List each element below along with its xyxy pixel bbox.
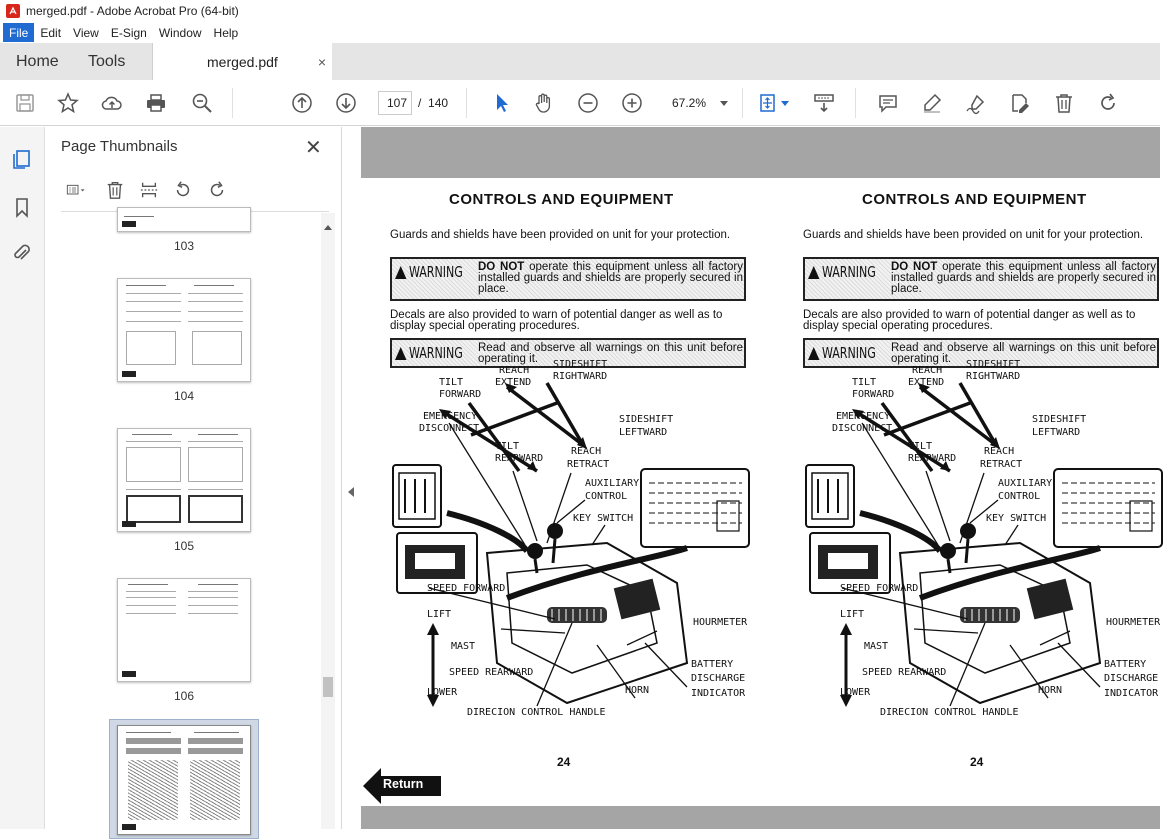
warning-triangle-icon bbox=[808, 266, 819, 279]
diagram-label: HORN bbox=[1038, 685, 1063, 696]
warning-body: operate this equipment unless all factory installed guards and shields are properly secured in place. bbox=[478, 261, 743, 295]
diagram-label: FORWARD bbox=[439, 389, 482, 400]
collapse-panel-arrow-icon[interactable] bbox=[348, 487, 354, 497]
diagram-label: KEY SWITCH bbox=[986, 513, 1047, 524]
tab-home[interactable]: Home bbox=[16, 52, 59, 70]
scroll-up-arrow-icon[interactable] bbox=[324, 225, 332, 230]
diagram-label: LEFTWARD bbox=[619, 427, 668, 438]
page-number: 24 bbox=[557, 755, 571, 769]
toolbar-separator bbox=[466, 88, 467, 118]
diagram-label: HOURMETER bbox=[1106, 617, 1161, 628]
tab-document[interactable] bbox=[152, 43, 332, 80]
thumbnail-page-107[interactable] bbox=[117, 725, 251, 835]
diagram-label: CONTROL bbox=[585, 491, 628, 502]
warning-label-text: WARNING bbox=[821, 263, 876, 281]
warning-bold: DO NOT bbox=[478, 261, 525, 273]
controls-diagram bbox=[387, 359, 757, 743]
diagram-label: REACH bbox=[571, 446, 602, 457]
diagram-label: HOURMETER bbox=[693, 617, 748, 628]
diagram-label: SIDESHIFT bbox=[966, 359, 1021, 370]
thumbnail-label: 105 bbox=[173, 539, 195, 553]
total-pages: 140 bbox=[428, 96, 449, 110]
warning-triangle-icon bbox=[808, 347, 819, 360]
diagram-label: REACH bbox=[984, 446, 1015, 457]
warning-label-text: WARNING bbox=[408, 344, 463, 362]
diagram-label: DISCHARGE bbox=[691, 673, 746, 684]
menu-file[interactable]: File bbox=[3, 23, 34, 42]
diagram-label: SPEED REARWARD bbox=[862, 667, 947, 678]
decals-text: Decals are also provided to warn of potential danger as well as to display special operating procedures. bbox=[803, 309, 1136, 332]
warning-box bbox=[390, 257, 746, 301]
sign-icon[interactable] bbox=[964, 91, 988, 115]
save-icon[interactable] bbox=[13, 91, 37, 115]
diagram-label: INDICATOR bbox=[1104, 688, 1159, 699]
section-title: CONTROLS AND EQUIPMENT bbox=[449, 191, 674, 208]
zoom-in-icon[interactable] bbox=[620, 91, 644, 115]
return-label: Return bbox=[383, 777, 424, 791]
diagram-label: EXTEND bbox=[495, 377, 532, 388]
main-toolbar bbox=[0, 80, 1160, 126]
document-view[interactable] bbox=[361, 127, 1160, 829]
intro-text: Guards and shields have been provided on unit for your protection. bbox=[803, 229, 1144, 241]
diagram-label: INDICATOR bbox=[691, 688, 746, 699]
page-number: 24 bbox=[970, 755, 984, 769]
diagram-label: MAST bbox=[451, 641, 476, 652]
print-icon[interactable] bbox=[144, 91, 168, 115]
panel-title: Page Thumbnails bbox=[61, 138, 178, 155]
diagram-label: SPEED FORWARD bbox=[840, 583, 919, 594]
thumbnail-list bbox=[45, 213, 325, 829]
diagram-label: DISCHARGE bbox=[1104, 673, 1159, 684]
previous-page-icon[interactable] bbox=[290, 91, 314, 115]
menu-bar bbox=[0, 22, 1160, 43]
diagram-label: LOWER bbox=[840, 687, 871, 698]
select-cursor-icon[interactable] bbox=[490, 91, 514, 115]
page-column-left bbox=[387, 178, 757, 806]
bookmark-icon[interactable] bbox=[10, 195, 34, 219]
diagram-label: KEY SWITCH bbox=[573, 513, 634, 524]
diagram-label: LIFT bbox=[427, 609, 452, 620]
thumbnail-scrollbar[interactable] bbox=[321, 213, 335, 829]
diagram-label: RETRACT bbox=[567, 459, 610, 470]
left-navigation-rail bbox=[0, 127, 45, 829]
warning-text bbox=[478, 262, 743, 295]
diagram-label: DIRECION CONTROL HANDLE bbox=[467, 707, 606, 718]
diagram-label: MAST bbox=[864, 641, 889, 652]
diagram-label: LOWER bbox=[427, 687, 458, 698]
menu-edit[interactable]: Edit bbox=[40, 25, 62, 40]
diagram-label: BATTERY bbox=[1104, 659, 1147, 670]
menu-help[interactable]: Help bbox=[213, 25, 239, 40]
comment-icon[interactable] bbox=[876, 91, 900, 115]
menu-view[interactable]: View bbox=[73, 25, 99, 40]
section-title: CONTROLS AND EQUIPMENT bbox=[862, 191, 1087, 208]
diagram-label: HORN bbox=[625, 685, 650, 696]
thumbnail-page-103[interactable] bbox=[117, 207, 251, 232]
edit-pdf-icon[interactable] bbox=[1008, 91, 1032, 115]
warning-label bbox=[395, 263, 463, 281]
delete-trash-icon[interactable] bbox=[1052, 91, 1076, 115]
warning-label-text: WARNING bbox=[821, 344, 876, 362]
window-title: merged.pdf - Adobe Acrobat Pro (64-bit) bbox=[26, 4, 239, 18]
thumbnail-page-106[interactable] bbox=[117, 578, 251, 682]
diagram-label: TILT bbox=[495, 441, 520, 452]
diagram-label: RETRACT bbox=[980, 459, 1023, 470]
thumbnail-page-104[interactable] bbox=[117, 278, 251, 382]
rotate-icon[interactable] bbox=[1096, 91, 1120, 115]
diagram-label: BATTERY bbox=[691, 659, 734, 670]
diagram-label: REARWARD bbox=[495, 453, 544, 464]
return-link-button[interactable] bbox=[361, 768, 441, 804]
intro-text: Guards and shields have been provided on unit for your protection. bbox=[390, 229, 731, 241]
menu-window[interactable]: Window bbox=[158, 25, 202, 40]
diagram-label: CONTROL bbox=[998, 491, 1041, 502]
attachment-paperclip-icon[interactable] bbox=[10, 241, 34, 265]
diagram-label: REACH bbox=[912, 365, 943, 376]
diagram-label: DISCONNECT bbox=[419, 423, 480, 434]
warning-text bbox=[891, 262, 1156, 295]
next-page-icon[interactable] bbox=[334, 91, 358, 115]
diagram-label: SIDESHIFT bbox=[1032, 414, 1087, 425]
page-thumbnails-icon[interactable] bbox=[10, 147, 34, 171]
thumbnail-label: 106 bbox=[173, 689, 195, 703]
thumbnail-delete-icon[interactable] bbox=[103, 178, 127, 202]
pdf-page bbox=[361, 178, 1160, 806]
warning-box bbox=[803, 257, 1159, 301]
diagram-label: SIDESHIFT bbox=[619, 414, 674, 425]
page-number-input[interactable]: 107 bbox=[378, 91, 412, 115]
page-column-right bbox=[800, 178, 1170, 806]
diagram-label: TILT bbox=[439, 377, 464, 388]
scroll-mode-icon[interactable] bbox=[812, 91, 836, 115]
thumbnail-label: 103 bbox=[173, 239, 195, 253]
menu-esign[interactable]: E-Sign bbox=[110, 25, 147, 40]
tab-document-label: merged.pdf bbox=[207, 53, 278, 70]
zoom-search-icon[interactable] bbox=[190, 91, 214, 115]
zoom-level-dropdown[interactable] bbox=[662, 91, 734, 115]
scrollbar-thumb[interactable] bbox=[323, 677, 333, 697]
highlight-pen-icon[interactable] bbox=[920, 91, 944, 115]
warning-label bbox=[808, 263, 876, 281]
bookmark-star-icon[interactable] bbox=[56, 91, 80, 115]
diagram-label: REACH bbox=[499, 365, 530, 376]
acrobat-app-icon bbox=[6, 4, 20, 18]
toolbar-separator bbox=[855, 88, 856, 118]
forklift-controls-illustration bbox=[387, 359, 757, 743]
warning-label bbox=[395, 344, 463, 362]
warning-bold: DO NOT bbox=[891, 261, 938, 273]
warning-body: operate this equipment unless all factory installed guards and shields are properly secured in place. bbox=[891, 261, 1156, 295]
page-thumbnails-panel bbox=[45, 127, 342, 829]
warning-triangle-icon bbox=[395, 347, 406, 360]
title-bar bbox=[0, 0, 1160, 22]
warning-label bbox=[808, 344, 876, 362]
panel-splitter[interactable] bbox=[342, 127, 361, 829]
decals-text: Decals are also provided to warn of potential danger as well as to display special operating procedures. bbox=[390, 309, 723, 332]
diagram-label: TILT bbox=[852, 377, 877, 388]
zoom-value: 67.2% bbox=[672, 96, 707, 110]
warning-text: Read and observe all warnings on this unit before operating it. bbox=[891, 342, 1156, 365]
thumbnail-label: 104 bbox=[173, 389, 195, 403]
panel-toolbar bbox=[59, 177, 239, 203]
diagram-label: EMERGENCY bbox=[836, 411, 891, 422]
thumbnail-rotate-left-icon[interactable] bbox=[171, 178, 195, 202]
diagram-label: AUXILIARY bbox=[998, 478, 1053, 489]
page-sep: / bbox=[418, 96, 422, 110]
zoom-out-icon[interactable] bbox=[576, 91, 600, 115]
controls-diagram bbox=[800, 359, 1170, 743]
diagram-label: SIDESHIFT bbox=[553, 359, 608, 370]
diagram-label: FORWARD bbox=[852, 389, 895, 400]
forklift-controls-illustration bbox=[800, 359, 1170, 743]
toolbar-separator bbox=[232, 88, 233, 118]
fit-page-icon[interactable] bbox=[756, 91, 780, 115]
diagram-label: DIRECION CONTROL HANDLE bbox=[880, 707, 1019, 718]
warning-text: Read and observe all warnings on this unit before operating it. bbox=[478, 342, 743, 365]
diagram-label: RIGHTWARD bbox=[553, 371, 608, 382]
diagram-label: DISCONNECT bbox=[832, 423, 893, 434]
tab-close-icon[interactable]: × bbox=[317, 53, 326, 70]
thumbnail-rotate-right-icon[interactable] bbox=[205, 178, 229, 202]
upload-cloud-icon[interactable] bbox=[100, 91, 124, 115]
diagram-label: REARWARD bbox=[908, 453, 957, 464]
thumbnail-options-menu-icon[interactable] bbox=[59, 178, 93, 202]
warning-triangle-icon bbox=[395, 266, 406, 279]
diagram-label: LEFTWARD bbox=[1032, 427, 1081, 438]
chevron-down-icon bbox=[720, 101, 728, 106]
panel-close-icon[interactable]: ✕ bbox=[305, 137, 322, 159]
diagram-label: RIGHTWARD bbox=[966, 371, 1021, 382]
diagram-label: EMERGENCY bbox=[423, 411, 478, 422]
diagram-label: TILT bbox=[908, 441, 933, 452]
fit-dropdown-chevron-icon[interactable] bbox=[781, 101, 789, 106]
diagram-label: AUXILIARY bbox=[585, 478, 640, 489]
diagram-label: SPEED FORWARD bbox=[427, 583, 506, 594]
hand-tool-icon[interactable] bbox=[532, 91, 556, 115]
page-count bbox=[418, 96, 448, 110]
toolbar-separator bbox=[742, 88, 743, 118]
thumbnail-extract-icon[interactable] bbox=[137, 178, 161, 202]
diagram-label: LIFT bbox=[840, 609, 865, 620]
warning-label-text: WARNING bbox=[408, 263, 463, 281]
tab-bar bbox=[0, 43, 1160, 80]
thumbnail-page-105[interactable] bbox=[117, 428, 251, 532]
diagram-label: EXTEND bbox=[908, 377, 945, 388]
diagram-label: SPEED REARWARD bbox=[449, 667, 534, 678]
tab-tools[interactable]: Tools bbox=[88, 52, 126, 70]
